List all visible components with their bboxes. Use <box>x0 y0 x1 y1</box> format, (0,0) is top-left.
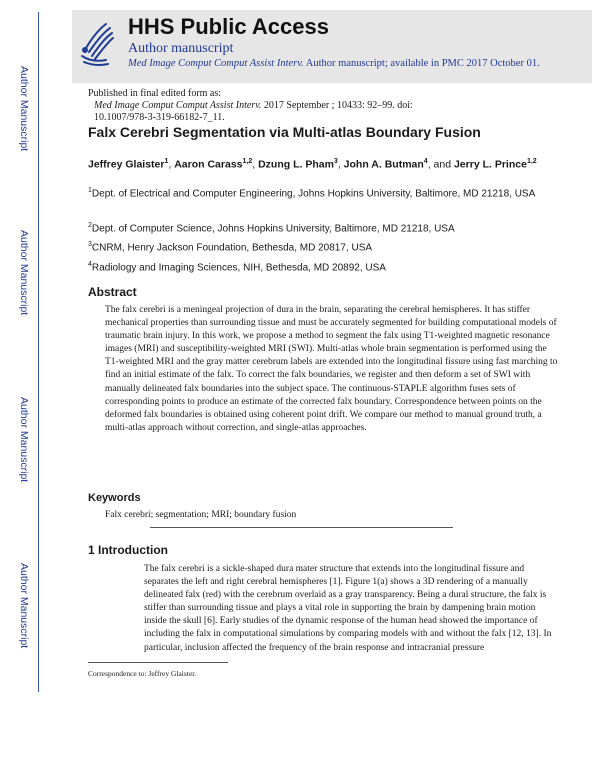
author-list <box>88 155 558 172</box>
author-name: Jeffrey Glaister <box>88 158 165 171</box>
citation-line <box>128 57 568 70</box>
author-name: John A. Butman <box>343 158 424 171</box>
abstract-body: The falx cerebri is a meningeal projection of dura in the brain, separating the cerebral hemispheres. It has stiffer mechanical properties than surrounding tissue and must be accurately segmented for building computational models of traumatic brain injury. In this work, we propose a method to segment the falx using T1-weighted magnetic resonance images (MRI) and susceptibility-weighted MRI (SWI). Multi-atlas whole brain segmentation is performed using the T1-weighted MRI and the gray matter cerebrum labels are extended into the longitudinal fissure using fast marching to find an initial estimate of the falx. To correct the falx boundaries, we register and then deform a set of SWI with manually delineated falx boundaries into the subject space. The continuous-STAPLE algorithm fuses sets of corresponding points to produce an estimate of the corrected falx boundary. Correspondence between points on the deformed falx boundaries is obtained using coherent point drift. We compare our method to manual ground truth, a multi-atlas approach without correction, and single-atlas approaches. <box>105 305 558 433</box>
correspondence-footnote: Correspondence to: Jeffrey Glaister. <box>88 669 197 678</box>
citation-journal: Med Image Comput Comput Assist Interv. <box>128 58 304 69</box>
author-separator: , and <box>427 158 454 171</box>
author-name: Dzung L. Pham <box>258 158 334 171</box>
affiliation <box>88 258 558 274</box>
keywords-list: Falx cerebri; segmentation; MRI; boundary fusion <box>105 510 297 520</box>
side-label-author-manuscript: Author Manuscript <box>18 230 30 316</box>
author-affiliation-mark: 1 <box>164 158 169 165</box>
introduction-body: The falx cerebri is a sickle-shaped dura mater structure that extends into the longitudinal fissure and separates the left and right cerebral hemispheres [1]. Figure 1(a) shows a 3D rendering of a manually delineated falx (red) with the cerebrum overlaid as a gray transparency. Being a dural structure, the falx is stiffer than surrounding tissue and plays a vital role in supporting the brain by dampening brain motion inside the skull [6]. Early studies of the dynamic response of the human head showed the importance of including the falx in computational simulations by comparing models with and without the falx [12, 13]. In particular, inclusion affected the frequency of the brain response and intracranial pressure <box>144 564 552 653</box>
author-manuscript-label: Author manuscript <box>128 41 234 56</box>
hhs-public-access-title: HHS Public Access <box>128 14 329 39</box>
affiliation-mark: 3 <box>88 241 92 248</box>
author-affiliation-mark: 1,2 <box>242 158 253 165</box>
doi-link[interactable]: 10.1007/978-3-319-66182-7_11. <box>94 112 225 123</box>
published-details: 2017 September ; 10433: 92–99. doi: <box>261 100 413 111</box>
keywords-heading: Keywords <box>88 492 141 504</box>
author-separator: , <box>168 158 175 171</box>
introduction-heading: 1 Introduction <box>88 543 168 557</box>
author-separator: , <box>337 158 344 171</box>
published-label: Published in final edited form as: <box>88 88 222 99</box>
published-citation <box>88 100 558 112</box>
affiliation <box>88 184 558 200</box>
affiliation-text: Dept. of Computer Science, Johns Hopkins University, Baltimore, MD 21218, USA <box>91 223 455 235</box>
affiliation-text: Radiology and Imaging Sciences, NIH, Bethesda, MD 20892, USA <box>91 262 386 274</box>
section-divider <box>150 527 453 528</box>
affiliation-mark: 1 <box>88 187 92 194</box>
affiliation-mark: 2 <box>88 222 92 229</box>
author-name: Aaron Carass <box>174 158 243 171</box>
margin-rule <box>38 12 39 692</box>
author-affiliation-mark: 1,2 <box>526 158 537 165</box>
side-label-author-manuscript: Author Manuscript <box>18 563 30 649</box>
author-affiliation-mark: 3 <box>333 158 338 165</box>
paper-title: Falx Cerebri Segmentation via Multi-atlas Boundary Fusion <box>88 124 481 140</box>
abstract-heading: Abstract <box>88 285 137 299</box>
author-name: Jerry L. Prince <box>453 158 527 171</box>
footnote-divider <box>88 662 228 663</box>
affiliation <box>88 238 558 254</box>
published-journal: Med Image Comput Comput Assist Interv. <box>94 100 262 111</box>
citation-availability: Author manuscript; available in PMC 2017 October 01. <box>303 58 540 69</box>
side-label-author-manuscript: Author Manuscript <box>18 66 30 152</box>
published-info <box>88 88 558 124</box>
author-affiliation-mark: 4 <box>423 158 428 165</box>
affiliation-mark: 4 <box>88 261 92 268</box>
side-label-author-manuscript: Author Manuscript <box>18 397 30 483</box>
affiliation <box>88 219 558 235</box>
affiliation-text: CNRM, Henry Jackson Foundation, Bethesda, MD 20817, USA <box>91 242 373 254</box>
affiliation-text: Dept. of Electrical and Computer Engineering, Johns Hopkins University, Baltimore, MD 21218, USA <box>91 188 536 200</box>
author-separator: , <box>252 158 259 171</box>
hhs-eagle-logo-icon <box>76 18 116 72</box>
